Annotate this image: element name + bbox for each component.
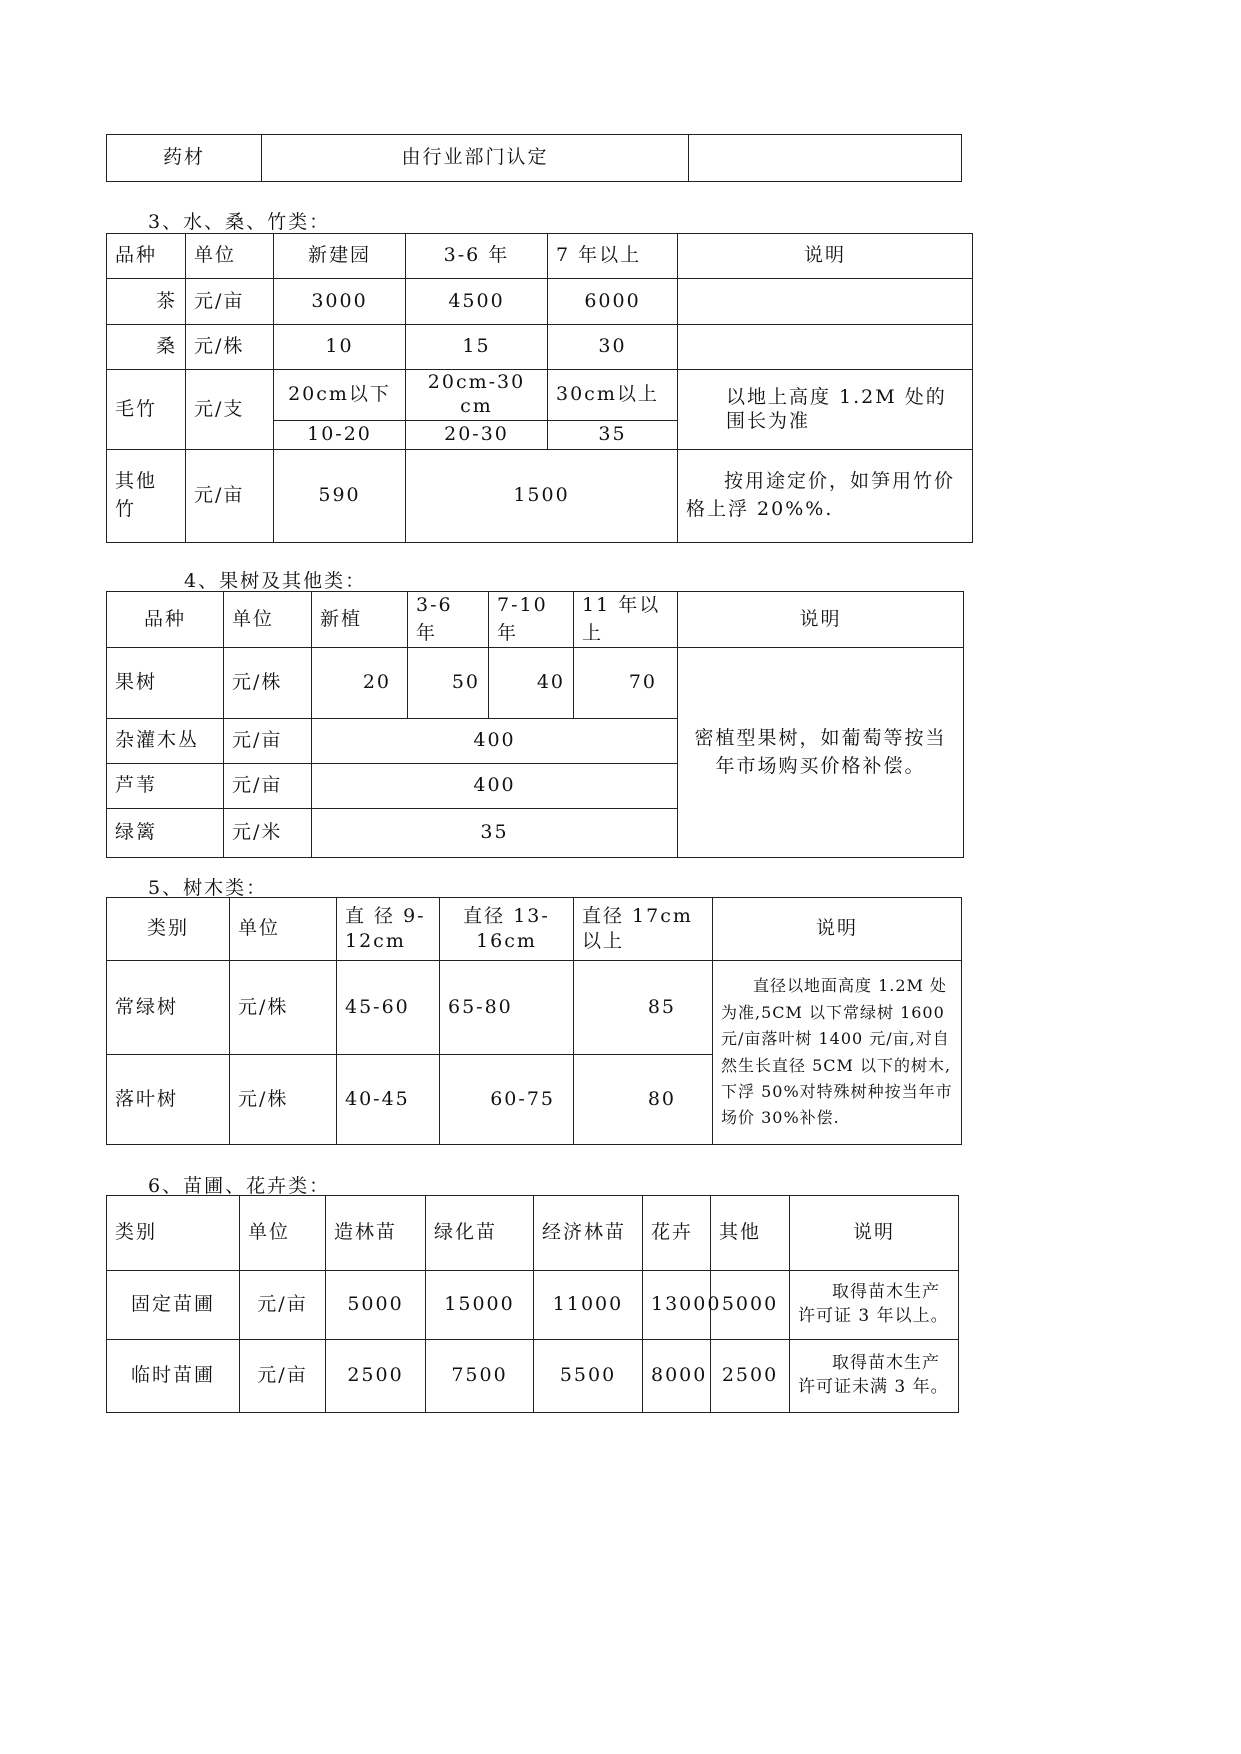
cell: 8000: [643, 1340, 711, 1413]
section-heading: 4、果树及其他类：: [184, 570, 367, 592]
cell: 由行业部门认定: [262, 135, 689, 182]
cell: 30cm以上: [548, 370, 678, 421]
cell: 元/亩: [186, 449, 274, 542]
table-header-row: [107, 592, 964, 648]
table-row: [107, 370, 973, 421]
cell: 50: [408, 648, 489, 719]
header-cell: 单位: [230, 898, 337, 961]
section-heading: 3、水、桑、竹类：: [148, 211, 331, 233]
cell: 5000: [326, 1271, 426, 1340]
header-cell: 类别: [107, 898, 230, 961]
cell: 元/株: [230, 1055, 337, 1145]
cell: 30: [548, 325, 678, 370]
header-cell: 类别: [107, 1196, 240, 1271]
nursery-table: [106, 1195, 959, 1413]
cell: 7500: [426, 1340, 534, 1413]
cell: 65-80: [440, 961, 574, 1055]
cell: 10-20: [274, 421, 406, 450]
table-row: [107, 135, 962, 182]
cell: 落叶树: [107, 1055, 230, 1145]
table-row: [107, 279, 973, 325]
cell: 35: [548, 421, 678, 450]
cell: 毛竹: [107, 370, 186, 450]
header-cell: 说明: [713, 898, 962, 961]
header-cell: 品种: [107, 234, 186, 279]
tree-table: [106, 897, 962, 1145]
cell: 元/亩: [224, 719, 312, 764]
cell: 20-30: [406, 421, 548, 450]
section-heading: 5、树木类：: [148, 877, 268, 899]
cell: 590: [274, 449, 406, 542]
table-row: [107, 1271, 959, 1340]
cell: 茶: [107, 279, 186, 325]
table-header-row: [107, 234, 973, 279]
medicinal-table: [106, 134, 962, 182]
cell: 20cm-30 cm: [406, 370, 548, 421]
header-cell: 单位: [240, 1196, 326, 1271]
header-cell: 品种: [107, 592, 224, 648]
cell: 3000: [274, 279, 406, 325]
table-row: [107, 648, 964, 719]
cell: 400: [312, 764, 678, 809]
cell: [689, 135, 962, 182]
header-cell: 经济林苗: [534, 1196, 643, 1271]
cell: 元/株: [230, 961, 337, 1055]
cell: 桑: [107, 325, 186, 370]
cell: 11000: [534, 1271, 643, 1340]
cell: 1500: [406, 449, 678, 542]
cell: 元/亩: [240, 1340, 326, 1413]
header-cell: 说明: [678, 592, 964, 648]
note-cell: 直径以地面高度 1.2M 处为准,5CM 以下常绿树 1600 元/亩落叶树 1400 元/亩,对自然生长直径 5CM 以下的树木,下浮 50%对特殊树种按当年市场价 30%补偿.: [713, 961, 962, 1145]
note-cell: 取得苗木生产许可证 3 年以上。: [790, 1271, 959, 1340]
fruit-tree-table: [106, 591, 964, 858]
header-cell: 新植: [312, 592, 408, 648]
header-cell: 绿化苗: [426, 1196, 534, 1271]
cell: 6000: [548, 279, 678, 325]
note-cell: 按用途定价，如笋用竹价格上浮 20%%.: [678, 449, 973, 542]
cell: [678, 279, 973, 325]
cell: 85: [574, 961, 713, 1055]
header-cell: 单位: [186, 234, 274, 279]
cell: 其他竹: [107, 449, 186, 542]
cell: 40-45: [337, 1055, 440, 1145]
cell: 4500: [406, 279, 548, 325]
note-cell: 取得苗木生产许可证未满 3 年。: [790, 1340, 959, 1413]
cell: 20cm以下: [274, 370, 406, 421]
cell: 药材: [107, 135, 262, 182]
header-cell: 直径 13-16cm: [440, 898, 574, 961]
cell: 60-75: [440, 1055, 574, 1145]
header-cell: 单位: [224, 592, 312, 648]
cell: [678, 325, 973, 370]
cell: 2500: [711, 1340, 790, 1413]
header-cell: 说明: [678, 234, 973, 279]
header-cell: 直径 17cm 以上: [574, 898, 713, 961]
cell: 13000: [643, 1271, 711, 1340]
cell: 绿篱: [107, 809, 224, 858]
cell: 40: [489, 648, 574, 719]
note-cell: 以地上高度 1.2M 处的围长为准: [678, 370, 973, 450]
cell: 元/支: [186, 370, 274, 450]
table-row: [107, 325, 973, 370]
table-row: [107, 961, 962, 1055]
cell: 5000: [711, 1271, 790, 1340]
cell: 2500: [326, 1340, 426, 1413]
cell: 杂灌木丛: [107, 719, 224, 764]
cell: 果树: [107, 648, 224, 719]
header-cell: 造林苗: [326, 1196, 426, 1271]
tea-mulberry-bamboo-table: [106, 233, 973, 543]
section-heading: 6、苗圃、花卉类：: [148, 1175, 331, 1197]
cell: 元/米: [224, 809, 312, 858]
header-cell: 其他: [711, 1196, 790, 1271]
header-cell: 直 径 9-12cm: [337, 898, 440, 961]
header-cell: 7-10 年: [489, 592, 574, 648]
cell: 10: [274, 325, 406, 370]
header-cell: 3-6 年: [408, 592, 489, 648]
cell: 元/株: [224, 648, 312, 719]
cell: 20: [312, 648, 408, 719]
table-row: [107, 1340, 959, 1413]
table-header-row: [107, 1196, 959, 1271]
cell: 元/亩: [240, 1271, 326, 1340]
cell: 元/亩: [186, 279, 274, 325]
cell: 70: [574, 648, 678, 719]
header-cell: 3-6 年: [406, 234, 548, 279]
header-cell: 说明: [790, 1196, 959, 1271]
cell: 芦苇: [107, 764, 224, 809]
header-cell: 新建园: [274, 234, 406, 279]
cell: 80: [574, 1055, 713, 1145]
cell: 5500: [534, 1340, 643, 1413]
cell: 元/株: [186, 325, 274, 370]
header-cell: 花卉: [643, 1196, 711, 1271]
note-cell: 密植型果树，如葡萄等按当年市场购买价格补偿。: [678, 648, 964, 858]
cell: 15000: [426, 1271, 534, 1340]
cell: 临时苗圃: [107, 1340, 240, 1413]
cell: 45-60: [337, 961, 440, 1055]
header-cell: 7 年以上: [548, 234, 678, 279]
cell: 400: [312, 719, 678, 764]
header-cell: 11 年以上: [574, 592, 678, 648]
cell: 元/亩: [224, 764, 312, 809]
cell: 35: [312, 809, 678, 858]
cell: 15: [406, 325, 548, 370]
table-row: [107, 449, 973, 542]
table-header-row: [107, 898, 962, 961]
cell: 常绿树: [107, 961, 230, 1055]
cell: 固定苗圃: [107, 1271, 240, 1340]
